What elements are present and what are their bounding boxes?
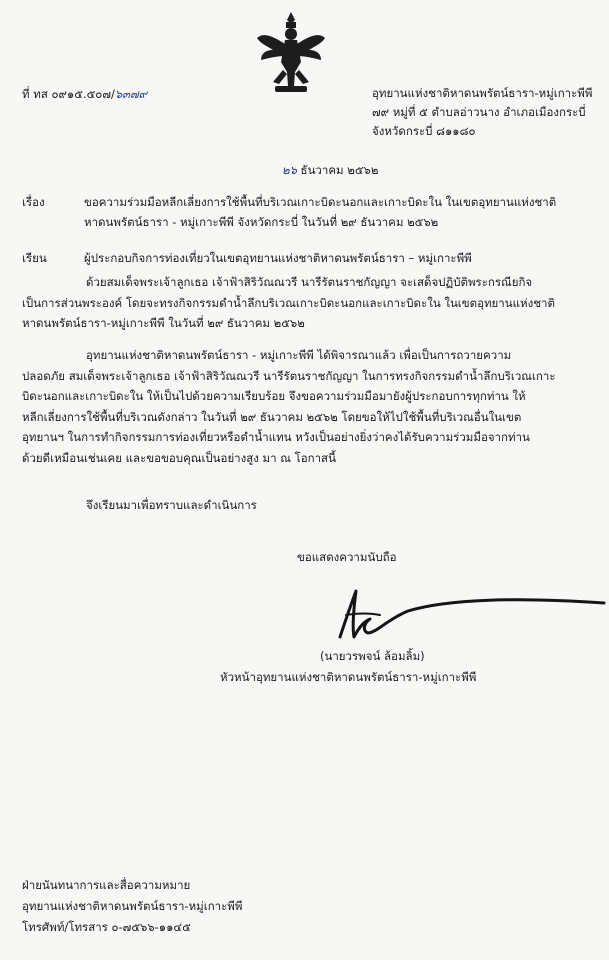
subject-text — [84, 192, 604, 232]
footer-line: ฝ่ายนันทนาการและสื่อความหมาย — [22, 878, 191, 892]
subject-label: เรื่อง — [22, 195, 45, 209]
body-paragraph-1 — [22, 272, 587, 334]
footer-line: อุทยานแห่งชาติหาดนพรัตน์ธารา-หมู่เกาะพีพี — [22, 899, 243, 913]
reference-prefix: ที่ ทส ๐๙๑๕.๕๐๗/ — [22, 87, 115, 101]
paragraph-line: ด้วยดีเหมือนเช่นเคย และขอขอบคุณเป็นอย่างสูง มา ณ โอกาสนี้ — [22, 450, 336, 465]
subject-line: หาดนพรัตน์ธารา - หมู่เกาะพีพี จังหวัดกระบี่ ในวันที่ ๒๙ ธันวาคม ๒๕๖๒ — [84, 215, 439, 229]
signatory-name: (นายวรพจน์ ล้อมลิ้ม) — [320, 649, 425, 663]
letter-date — [282, 162, 378, 180]
footer-line: โทรศัพท์/โทรสาร ๐-๗๕๖๖-๑๑๔๕ — [22, 920, 191, 934]
address-line: จังหวัดกระบี่ ๘๑๑๘๐ — [372, 124, 476, 138]
garuda-emblem-icon — [255, 10, 327, 96]
reference-number — [22, 86, 147, 104]
footer-contact — [22, 875, 242, 938]
closing-line: จึงเรียนมาเพื่อทราบและดำเนินการ — [86, 498, 257, 512]
paragraph-line: ด้วยสมเด็จพระเจ้าลูกเธอ เจ้าฟ้าสิริวัณณวรี นารีรัตนราชกัญญา จะเสด็จปฏิบัติพระกรณียกิจ — [86, 275, 533, 289]
regards-text: ขอแสดงความนับถือ — [297, 550, 397, 564]
paragraph-line: ปลอดภัย สมเด็จพระเจ้าลูกเธอ เจ้าฟ้าสิริวัณณวรี นารีรัตนราชกัญญา ในการทรงกิจกรรมดำน้ำลึกบริเวณเกาะ — [22, 368, 556, 383]
signatory-position: หัวหน้าอุทยานแห่งชาติหาดนพรัตน์ธารา-หมู่เกาะพีพี — [220, 670, 477, 684]
paragraph-line: อุทยานฯ ในการทำกิจกรรมการท่องเที่ยวหรือดำน้ำแทน หวังเป็นอย่างยิ่งว่าคงได้รับความร่วมมือจากท่าน — [22, 430, 530, 444]
subject-line: ขอความร่วมมือหลีกเลี่ยงการใช้พื้นที่บริเวณเกาะบิดะนอกและเกาะบิดะใน ในเขตอุทยานแห่งชาติ — [84, 195, 557, 209]
paragraph-line: อุทยานแห่งชาติหาดนพรัตน์ธารา - หมู่เกาะพีพี ได้พิจารณาแล้ว เพื่อเป็นการถวายความ — [86, 348, 512, 362]
address-line: อุทยานแห่งชาติหาดนพรัตน์ธารา-หมู่เกาะพีพี — [372, 86, 593, 100]
date-day-handwritten: ๒๖ — [282, 163, 297, 177]
paragraph-line: เป็นการส่วนพระองค์ โดยจะทรงกิจกรรมดำน้ำลึกบริเวณเกาะบิดะนอกและเกาะบิดะใน ในเขตอุทยานแห่งชาติ — [22, 295, 555, 310]
address-line: ๗๙ หมู่ที่ ๕ ตำบลอ่าวนาง อำเภอเมืองกระบี่ — [372, 105, 586, 119]
date-month-year: ธันวาคม ๒๕๖๒ — [296, 163, 379, 177]
paragraph-line: หาดนพรัตน์ธารา-หมู่เกาะพีพี ในวันที่ ๒๙ ธันวาคม ๒๕๖๒ — [22, 316, 305, 330]
recipient-text: ผู้ประกอบกิจการท่องเที่ยวในเขตอุทยานแห่งชาติหาดนพรัตน์ธารา – หมู่เกาะพีพี — [84, 251, 472, 265]
body-paragraph-2 — [22, 345, 587, 468]
sender-address — [372, 84, 592, 141]
reference-number-handwritten: ๖๓๗๙ — [114, 87, 148, 101]
recipient-label: เรียน — [22, 251, 47, 265]
handwritten-signature — [318, 585, 608, 645]
paragraph-line: บิดะนอกและเกาะบิดะใน ให้เป็นไปด้วยความเรียบร้อย จึงขอความร่วมมือมายังผู้ประกอบการทุกท่าน ให้ — [22, 389, 526, 403]
paragraph-line: หลีกเลี่ยงการใช้พื้นที่บริเวณดังกล่าว ในวันที่ ๒๙ ธันวาคม ๒๕๖๒ โดยขอให้ไปใช้พื้นที่บริเวณอื่นในเขต — [22, 409, 522, 424]
